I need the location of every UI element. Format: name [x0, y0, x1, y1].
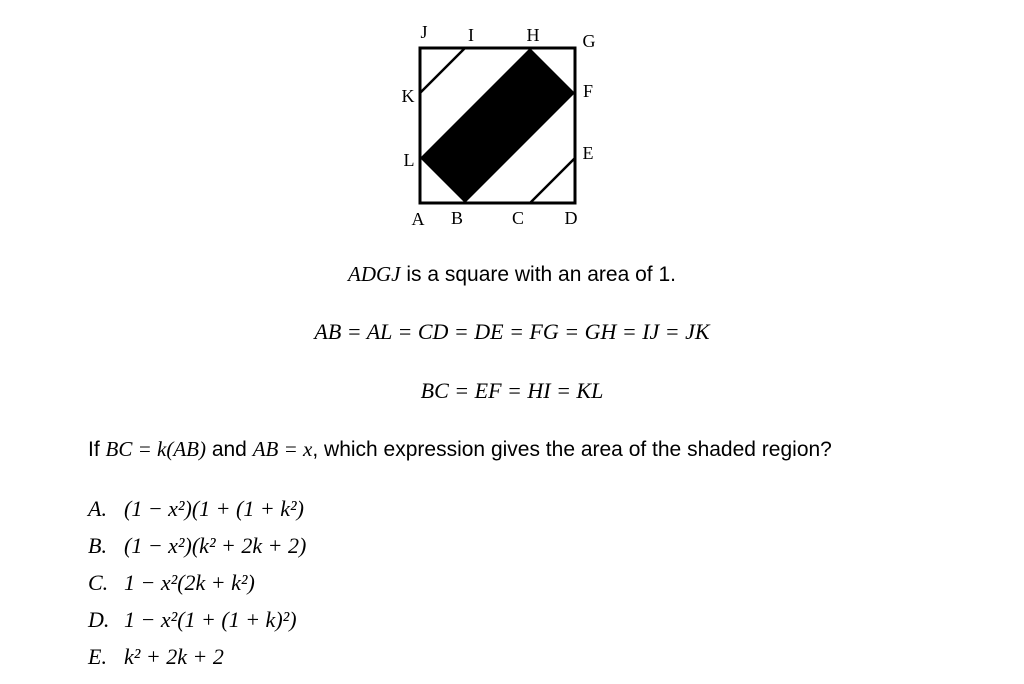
choice-d[interactable]	[88, 607, 306, 644]
square-name: ADGJ	[348, 262, 401, 286]
choice-expression: k² + 2k + 2	[124, 644, 224, 669]
square-figure	[0, 0, 1024, 240]
choice-expression: 1 − x²(1 + (1 + k)²)	[124, 607, 297, 632]
question-part-2: and	[205, 438, 253, 461]
choice-c[interactable]	[88, 570, 306, 607]
choice-letter: B.	[88, 533, 107, 558]
answer-choices	[88, 496, 306, 681]
label-i: I	[468, 25, 474, 45]
label-b: B	[450, 208, 464, 228]
label-f: F	[582, 81, 594, 101]
label-h: H	[526, 25, 540, 45]
question-part-3: , which expression gives the area of the shaded region?	[312, 438, 832, 461]
choice-letter: C.	[88, 570, 109, 595]
statement-text: is a square with an area of 1.	[400, 263, 676, 286]
square-diagram	[0, 0, 1024, 240]
label-g: G	[582, 31, 596, 51]
label-c: C	[511, 208, 525, 228]
choice-expression: (1 − x²)(1 + (1 + k²)	[124, 496, 304, 521]
question-part-1: If	[88, 438, 106, 461]
choice-expression: (1 − x²)(k² + 2k + 2)	[124, 533, 307, 558]
label-d: D	[564, 208, 578, 228]
label-k: K	[401, 86, 415, 106]
label-l: L	[403, 150, 415, 170]
question-math-2: AB = x	[252, 437, 313, 461]
choice-expression: 1 − x²(2k + k²)	[124, 570, 255, 595]
choice-a[interactable]	[88, 496, 306, 533]
question-text	[88, 437, 832, 462]
label-a: A	[411, 209, 425, 229]
label-e: E	[582, 143, 594, 163]
problem-statement	[0, 262, 1024, 287]
segment-ce	[530, 158, 575, 203]
choice-b[interactable]	[88, 533, 306, 570]
choice-letter: A.	[88, 496, 107, 521]
equation-equal-gaps: BC = EF = HI = KL	[420, 378, 604, 403]
label-j: J	[420, 22, 428, 42]
choice-e[interactable]	[88, 644, 306, 681]
choice-letter: D.	[88, 607, 110, 632]
choice-letter: E.	[88, 644, 107, 669]
question-math-1: BC = k(AB)	[105, 437, 206, 461]
equation-equal-segments: AB = AL = CD = DE = FG = GH = IJ = JK	[314, 319, 710, 344]
segment-ik	[420, 48, 465, 93]
